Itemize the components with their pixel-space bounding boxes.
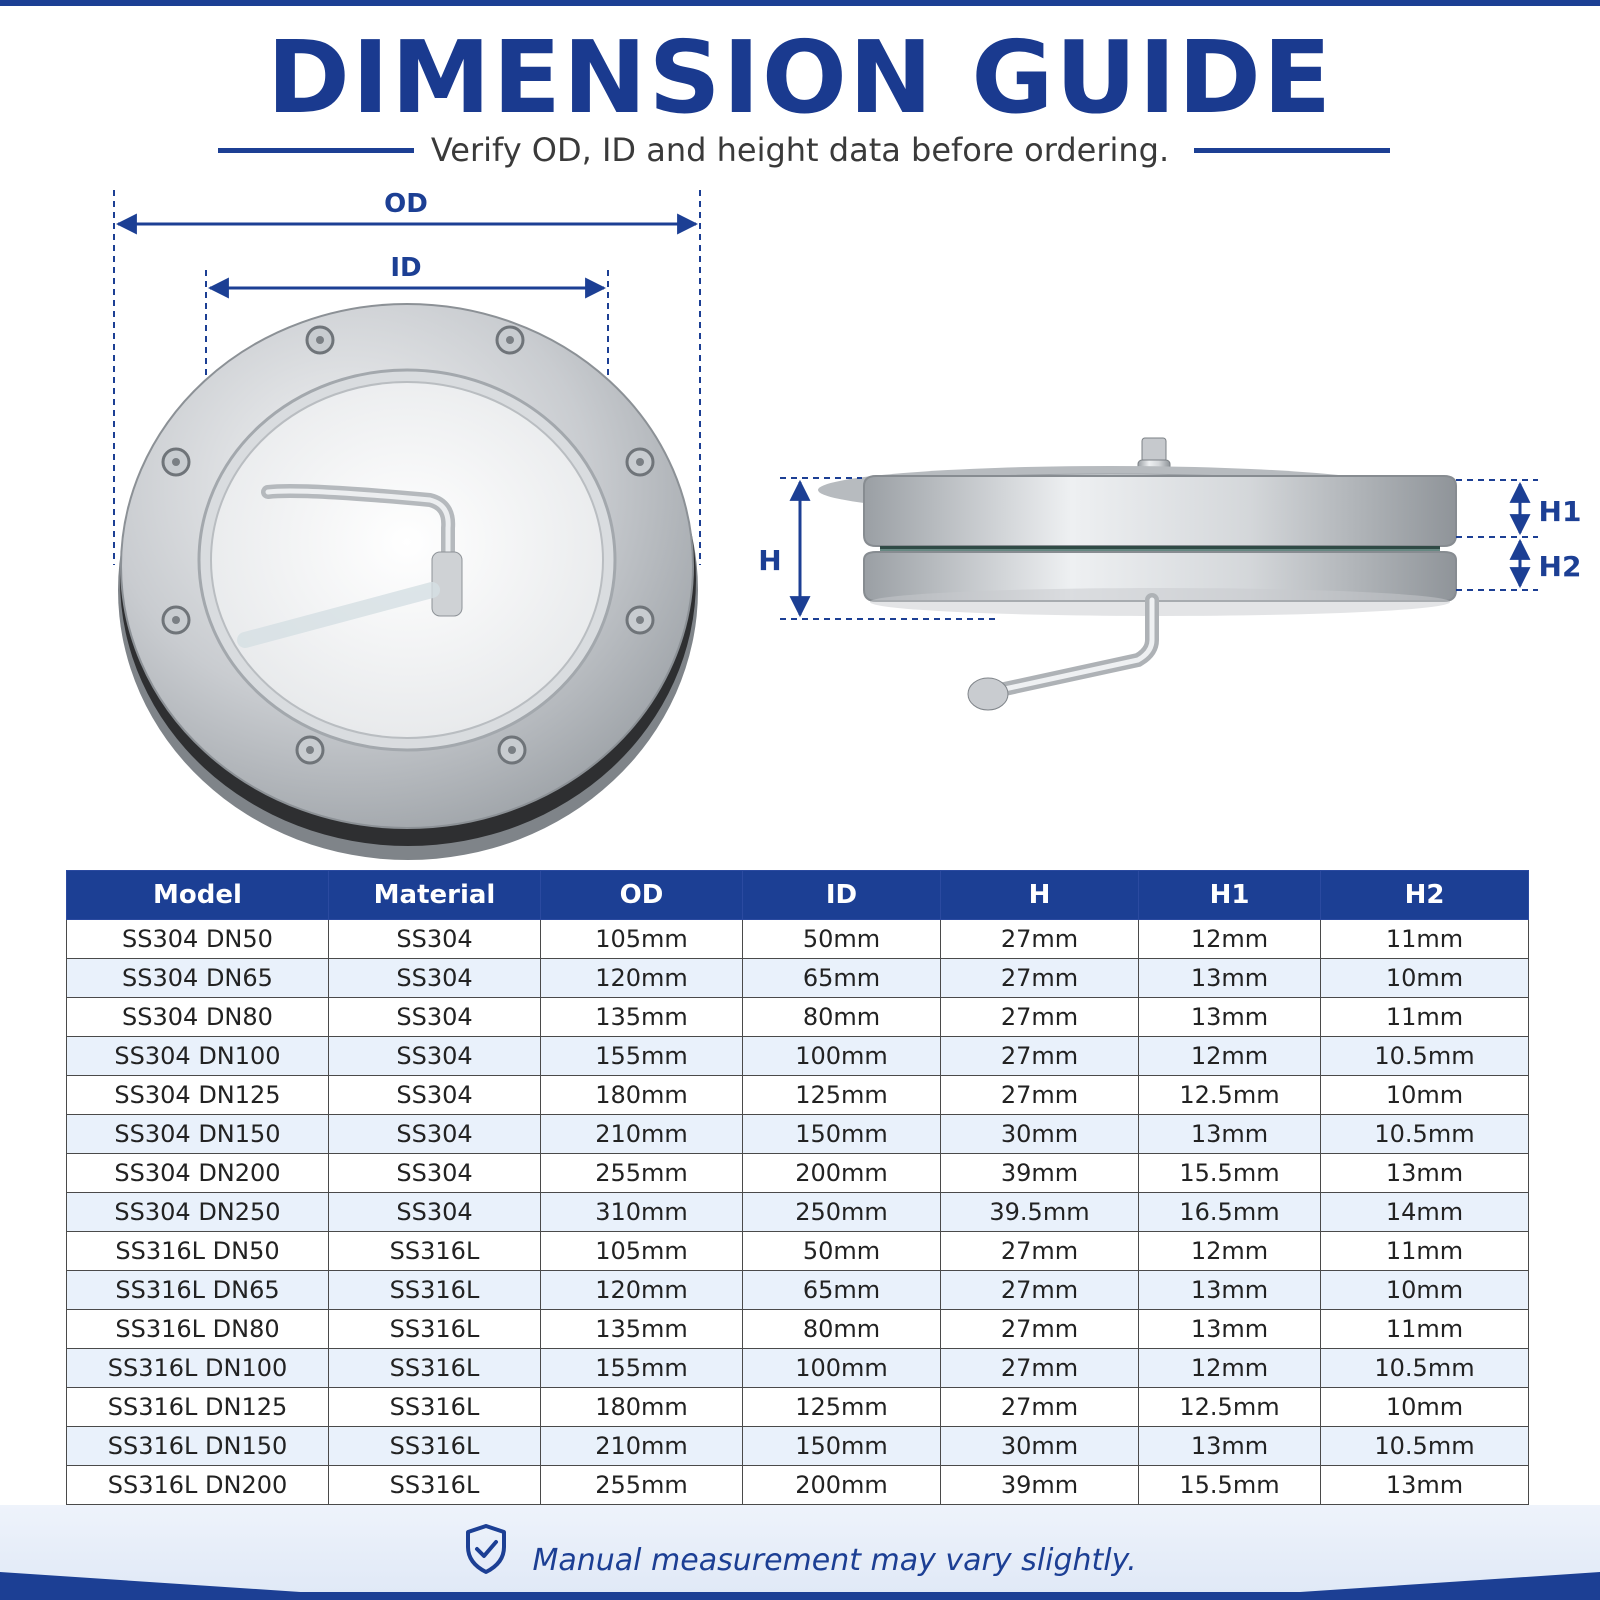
- dimension-table: [66, 870, 1529, 1505]
- cell-od: 310mm: [541, 1193, 743, 1232]
- cell-material: SS304: [329, 959, 541, 998]
- cell-h1: 16.5mm: [1139, 1193, 1321, 1232]
- table-row: [67, 1466, 1529, 1505]
- column-header-h2: H2: [1321, 871, 1529, 920]
- table-header-row: [67, 871, 1529, 920]
- cell-h1: 13mm: [1139, 998, 1321, 1037]
- od-label: OD: [384, 189, 428, 219]
- cell-od: 255mm: [541, 1154, 743, 1193]
- cell-h1: 13mm: [1139, 1427, 1321, 1466]
- cell-material: SS304: [329, 998, 541, 1037]
- cell-h: 27mm: [941, 1349, 1139, 1388]
- table-row: [67, 998, 1529, 1037]
- cell-h2: 10mm: [1321, 1388, 1529, 1427]
- cell-h2: 10mm: [1321, 1076, 1529, 1115]
- cell-od: 155mm: [541, 1037, 743, 1076]
- cell-id: 100mm: [743, 1349, 941, 1388]
- column-header-h1: H1: [1139, 871, 1321, 920]
- cell-model: SS316L DN125: [67, 1388, 329, 1427]
- table-row: [67, 1310, 1529, 1349]
- cell-material: SS316L: [329, 1232, 541, 1271]
- table-row: [67, 1427, 1529, 1466]
- page-subtitle: Verify OD, ID and height data before ordering.: [430, 131, 1170, 169]
- cell-h1: 12.5mm: [1139, 1076, 1321, 1115]
- cell-h2: 11mm: [1321, 920, 1529, 959]
- cell-h2: 11mm: [1321, 1232, 1529, 1271]
- cell-h2: 10mm: [1321, 959, 1529, 998]
- cell-material: SS304: [329, 1115, 541, 1154]
- h1-h2-dimension: [1456, 480, 1581, 590]
- shield-check-icon: [463, 1523, 509, 1598]
- cell-model: SS304 DN65: [67, 959, 329, 998]
- table-row: [67, 920, 1529, 959]
- cell-h: 30mm: [941, 1115, 1139, 1154]
- cell-model: SS304 DN150: [67, 1115, 329, 1154]
- h2-label: H2: [1538, 550, 1582, 583]
- table-row: [67, 1349, 1529, 1388]
- footer-content: [0, 1523, 1600, 1579]
- footer-note: Manual measurement may vary slightly.: [532, 1542, 1137, 1578]
- subtitle-rule-right: [1194, 148, 1390, 153]
- cell-id: 80mm: [743, 1310, 941, 1349]
- cell-h: 39.5mm: [941, 1193, 1139, 1232]
- cell-model: SS316L DN100: [67, 1349, 329, 1388]
- cell-model: SS316L DN200: [67, 1466, 329, 1505]
- cell-material: SS304: [329, 1193, 541, 1232]
- page-title: DIMENSION GUIDE: [266, 19, 1334, 136]
- cell-h1: 15.5mm: [1139, 1154, 1321, 1193]
- cell-h: 27mm: [941, 1310, 1139, 1349]
- cell-model: SS304 DN200: [67, 1154, 329, 1193]
- cell-h1: 15.5mm: [1139, 1466, 1321, 1505]
- cell-h1: 12mm: [1139, 1232, 1321, 1271]
- cell-od: 180mm: [541, 1076, 743, 1115]
- cell-material: SS316L: [329, 1466, 541, 1505]
- column-header-h: H: [941, 871, 1139, 920]
- cell-id: 50mm: [743, 1232, 941, 1271]
- cell-h: 27mm: [941, 1037, 1139, 1076]
- cell-h: 27mm: [941, 920, 1139, 959]
- cell-h2: 13mm: [1321, 1466, 1529, 1505]
- cell-id: 250mm: [743, 1193, 941, 1232]
- cell-h2: 13mm: [1321, 1154, 1529, 1193]
- cell-od: 105mm: [541, 1232, 743, 1271]
- cell-h1: 12mm: [1139, 920, 1321, 959]
- cell-h1: 13mm: [1139, 1271, 1321, 1310]
- cell-h: 27mm: [941, 959, 1139, 998]
- table-row: [67, 1115, 1529, 1154]
- cell-model: SS316L DN150: [67, 1427, 329, 1466]
- cell-h: 27mm: [941, 1076, 1139, 1115]
- cell-material: SS304: [329, 920, 541, 959]
- table-row: [67, 1154, 1529, 1193]
- cell-h: 39mm: [941, 1154, 1139, 1193]
- cell-model: SS304 DN50: [67, 920, 329, 959]
- cell-model: SS316L DN50: [67, 1232, 329, 1271]
- cell-h: 27mm: [941, 1388, 1139, 1427]
- cell-h1: 12mm: [1139, 1349, 1321, 1388]
- cell-od: 210mm: [541, 1115, 743, 1154]
- cell-id: 125mm: [743, 1076, 941, 1115]
- footer: [0, 1505, 1600, 1600]
- table-row: [67, 1271, 1529, 1310]
- cell-h2: 10.5mm: [1321, 1349, 1529, 1388]
- h-label: H: [758, 544, 782, 577]
- cell-h1: 12mm: [1139, 1037, 1321, 1076]
- cell-h1: 13mm: [1139, 1310, 1321, 1349]
- cell-h: 27mm: [941, 1232, 1139, 1271]
- cell-material: SS316L: [329, 1427, 541, 1466]
- cell-id: 50mm: [743, 920, 941, 959]
- table-row: [67, 1037, 1529, 1076]
- cell-material: SS304: [329, 1154, 541, 1193]
- table-row: [67, 1076, 1529, 1115]
- table-row: [67, 1388, 1529, 1427]
- column-header-model: Model: [67, 871, 329, 920]
- cell-id: 150mm: [743, 1115, 941, 1154]
- cell-h: 39mm: [941, 1466, 1139, 1505]
- sight-glass-top-view: [118, 304, 698, 860]
- cell-model: SS304 DN250: [67, 1193, 329, 1232]
- cell-material: SS316L: [329, 1271, 541, 1310]
- cell-id: 80mm: [743, 998, 941, 1037]
- cell-id: 65mm: [743, 959, 941, 998]
- cell-h2: 10.5mm: [1321, 1037, 1529, 1076]
- cell-h2: 14mm: [1321, 1193, 1529, 1232]
- table-body: [67, 920, 1529, 1505]
- cell-h1: 13mm: [1139, 959, 1321, 998]
- cell-id: 125mm: [743, 1388, 941, 1427]
- cell-material: SS304: [329, 1037, 541, 1076]
- cell-material: SS316L: [329, 1349, 541, 1388]
- cell-model: SS304 DN100: [67, 1037, 329, 1076]
- sight-glass-side-view: [818, 438, 1456, 710]
- cell-od: 120mm: [541, 1271, 743, 1310]
- cell-material: SS304: [329, 1076, 541, 1115]
- product-diagram: [0, 180, 1600, 860]
- cell-id: 150mm: [743, 1427, 941, 1466]
- cell-od: 105mm: [541, 920, 743, 959]
- cell-h1: 12.5mm: [1139, 1388, 1321, 1427]
- cell-h: 27mm: [941, 1271, 1139, 1310]
- cell-model: SS316L DN80: [67, 1310, 329, 1349]
- cell-od: 155mm: [541, 1349, 743, 1388]
- cell-h: 27mm: [941, 998, 1139, 1037]
- table-row: [67, 1232, 1529, 1271]
- cell-model: SS304 DN80: [67, 998, 329, 1037]
- cell-id: 200mm: [743, 1466, 941, 1505]
- cell-material: SS316L: [329, 1310, 541, 1349]
- cell-h1: 13mm: [1139, 1115, 1321, 1154]
- footer-bar: [0, 1592, 1600, 1600]
- cell-od: 120mm: [541, 959, 743, 998]
- table-row: [67, 959, 1529, 998]
- cell-h2: 11mm: [1321, 998, 1529, 1037]
- cell-od: 135mm: [541, 998, 743, 1037]
- cell-od: 210mm: [541, 1427, 743, 1466]
- column-header-id: ID: [743, 871, 941, 920]
- column-header-material: Material: [329, 871, 541, 920]
- cell-id: 200mm: [743, 1154, 941, 1193]
- subtitle-row: [0, 130, 1600, 170]
- cell-od: 255mm: [541, 1466, 743, 1505]
- cell-model: SS316L DN65: [67, 1271, 329, 1310]
- id-label: ID: [390, 253, 422, 283]
- cell-id: 65mm: [743, 1271, 941, 1310]
- cell-h2: 10.5mm: [1321, 1115, 1529, 1154]
- cell-h2: 10mm: [1321, 1271, 1529, 1310]
- cell-h: 30mm: [941, 1427, 1139, 1466]
- cell-h2: 10.5mm: [1321, 1427, 1529, 1466]
- cell-material: SS316L: [329, 1388, 541, 1427]
- cell-id: 100mm: [743, 1037, 941, 1076]
- cell-od: 135mm: [541, 1310, 743, 1349]
- cell-model: SS304 DN125: [67, 1076, 329, 1115]
- cell-od: 180mm: [541, 1388, 743, 1427]
- cell-h2: 11mm: [1321, 1310, 1529, 1349]
- column-header-od: OD: [541, 871, 743, 920]
- h1-label: H1: [1538, 495, 1582, 528]
- table-row: [67, 1193, 1529, 1232]
